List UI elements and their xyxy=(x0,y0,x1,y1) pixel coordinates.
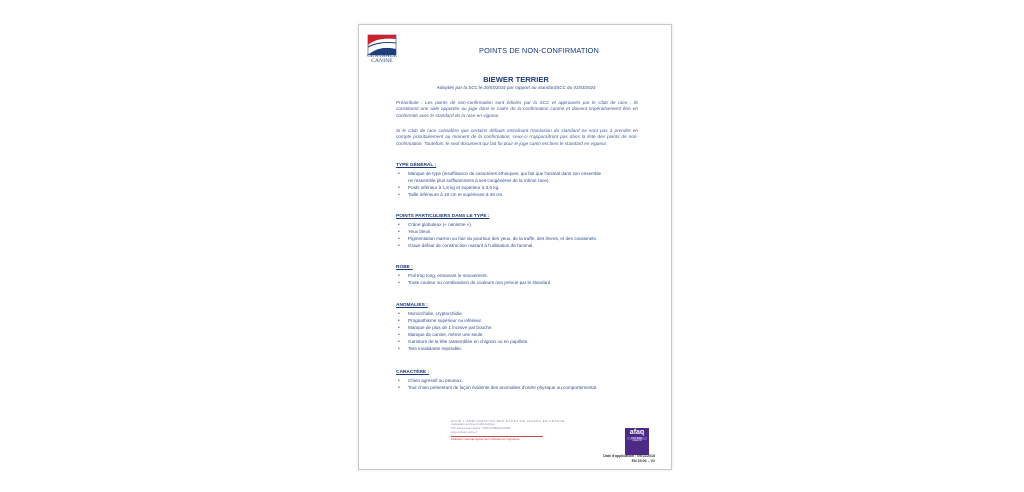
footer-motto: POUR L'AMÉLIORATION DES RACES DE CHIENS EN FRANCE xyxy=(451,419,565,423)
afaq-label: QUALITÉ xyxy=(632,440,642,442)
list-item: • Grave défaut de construction nuisant à l'utilisation de l'animal. xyxy=(396,243,646,250)
section-title: CARACTÈRE : xyxy=(396,370,430,375)
application-date: Date d'application : 09/11/2018 xyxy=(603,454,655,458)
section-title: ROBE : xyxy=(396,265,413,270)
section-list xyxy=(396,378,646,392)
adoption-note: Adoptés par la SCC le 20/03/2024 par rapport au standardSCC du 01/03/2024 xyxy=(436,85,596,90)
section-robe xyxy=(396,265,646,287)
section-anomalies xyxy=(396,303,646,352)
afaq-brand: afaq xyxy=(629,429,645,436)
section-list xyxy=(396,222,646,250)
section-title: ANOMALIES : xyxy=(396,303,428,308)
section-points-particuliers xyxy=(396,214,646,250)
afaq-certification-badge xyxy=(625,428,649,455)
section-type-general xyxy=(396,163,646,199)
list-item: • Garniture de la tête rassemblée en chignon ou en papillote. xyxy=(396,339,646,346)
list-item: • Manque de canine, même une seule. xyxy=(396,332,646,339)
list-item: • Tout chien présentant de façon évidente des anomalies d'ordre physique ou comportemental. xyxy=(396,385,646,392)
list-item: • Crâne globuleux (« nanisme »). xyxy=(396,222,646,229)
breed-name: BIEWER TERRIER xyxy=(483,75,549,84)
list-item: • Manque de plus de 1 incisive par bouche. xyxy=(396,325,646,332)
list-item: • Manque de type (insuffisance de caractères ethniques, qui fait que l'animal dans son ensemble xyxy=(396,171,646,178)
document-reference: EN 25.06 – V2 xyxy=(631,458,655,463)
section-list xyxy=(396,171,646,199)
section-list xyxy=(396,311,646,352)
list-item: • Prognathisme supérieur ou inférieur. xyxy=(396,318,646,325)
afaq-cert: ISO 9001 xyxy=(627,437,647,440)
footer-federation: Fédération nationale agréée par le Ministère de l'Agriculture xyxy=(451,437,520,441)
logo-line2: CANINE xyxy=(371,58,393,65)
document-page xyxy=(358,24,672,470)
list-item: • Poids inférieur à 1,8 kg et supérieur à 3,6 kg. xyxy=(396,185,646,192)
preamble-paragraph: Préambule : Les points de non-confirmation sont édictés par la SCC et approuvés par le Club de race ; ils constituent une aide apportée au juge dans le cadre de la confirmation canine et doivent impérativement être en conformité avec le standard de la race en vigueur. xyxy=(396,100,638,118)
club-note-paragraph: Si le Club de race considère que certains défauts entraînant l'exclusion du standard ne sont pas à prendre en compte prioritairement au moment de la confirmation, ceux-ci n'apparaîtront pas dans la liste des points de non-confirmation. Toutefois, le seul document qui fait foi pour le juge canin est bien le standard en vigueur. xyxy=(396,128,638,146)
section-title: TYPE GÉNÉRAL : xyxy=(396,163,437,168)
list-item: • Monorchidie, cryptorchidie. xyxy=(396,311,646,318)
footer-website: www.centrale-canine.fr xyxy=(451,431,478,435)
list-item: • Pigmentation marron ou foie du pourtour des yeux, de la truffe, des lèvres, et des coussinets. xyxy=(396,236,646,243)
list-item: • Yeux bleus xyxy=(396,229,646,236)
section-title: POINTS PARTICULIERS DANS LE TYPE : xyxy=(396,214,490,219)
list-item: • Chien agressif ou peureux. xyxy=(396,378,646,385)
section-list xyxy=(396,273,646,287)
list-item: • Poil trop long, entravant le mouvement. xyxy=(396,273,646,280)
list-item-continuation: ne ressemble plus suffisamment à ses congénères de la même race). xyxy=(408,177,550,183)
section-caractere xyxy=(396,370,646,392)
footer-divider xyxy=(451,436,543,437)
application-info xyxy=(589,454,655,463)
footer-address: 155, avenue Jean Jaurès - 93535 AUBERVILLIERS xyxy=(451,427,511,431)
page-footer xyxy=(451,419,571,442)
footer-status: Association reconnue d'utilité publique xyxy=(451,423,496,427)
list-item: • Tare invalidante repérable. xyxy=(396,346,646,353)
document-title: POINTS DE NON-CONFIRMATION xyxy=(479,46,599,55)
list-item: • Toute couleur ou combinaison de couleurs non prévue par le standard. xyxy=(396,280,646,287)
list-item: • Taille inférieure à 18 cm et supérieure à 28 cm. xyxy=(396,192,646,199)
logo-line1: CENTRALE xyxy=(367,53,397,59)
